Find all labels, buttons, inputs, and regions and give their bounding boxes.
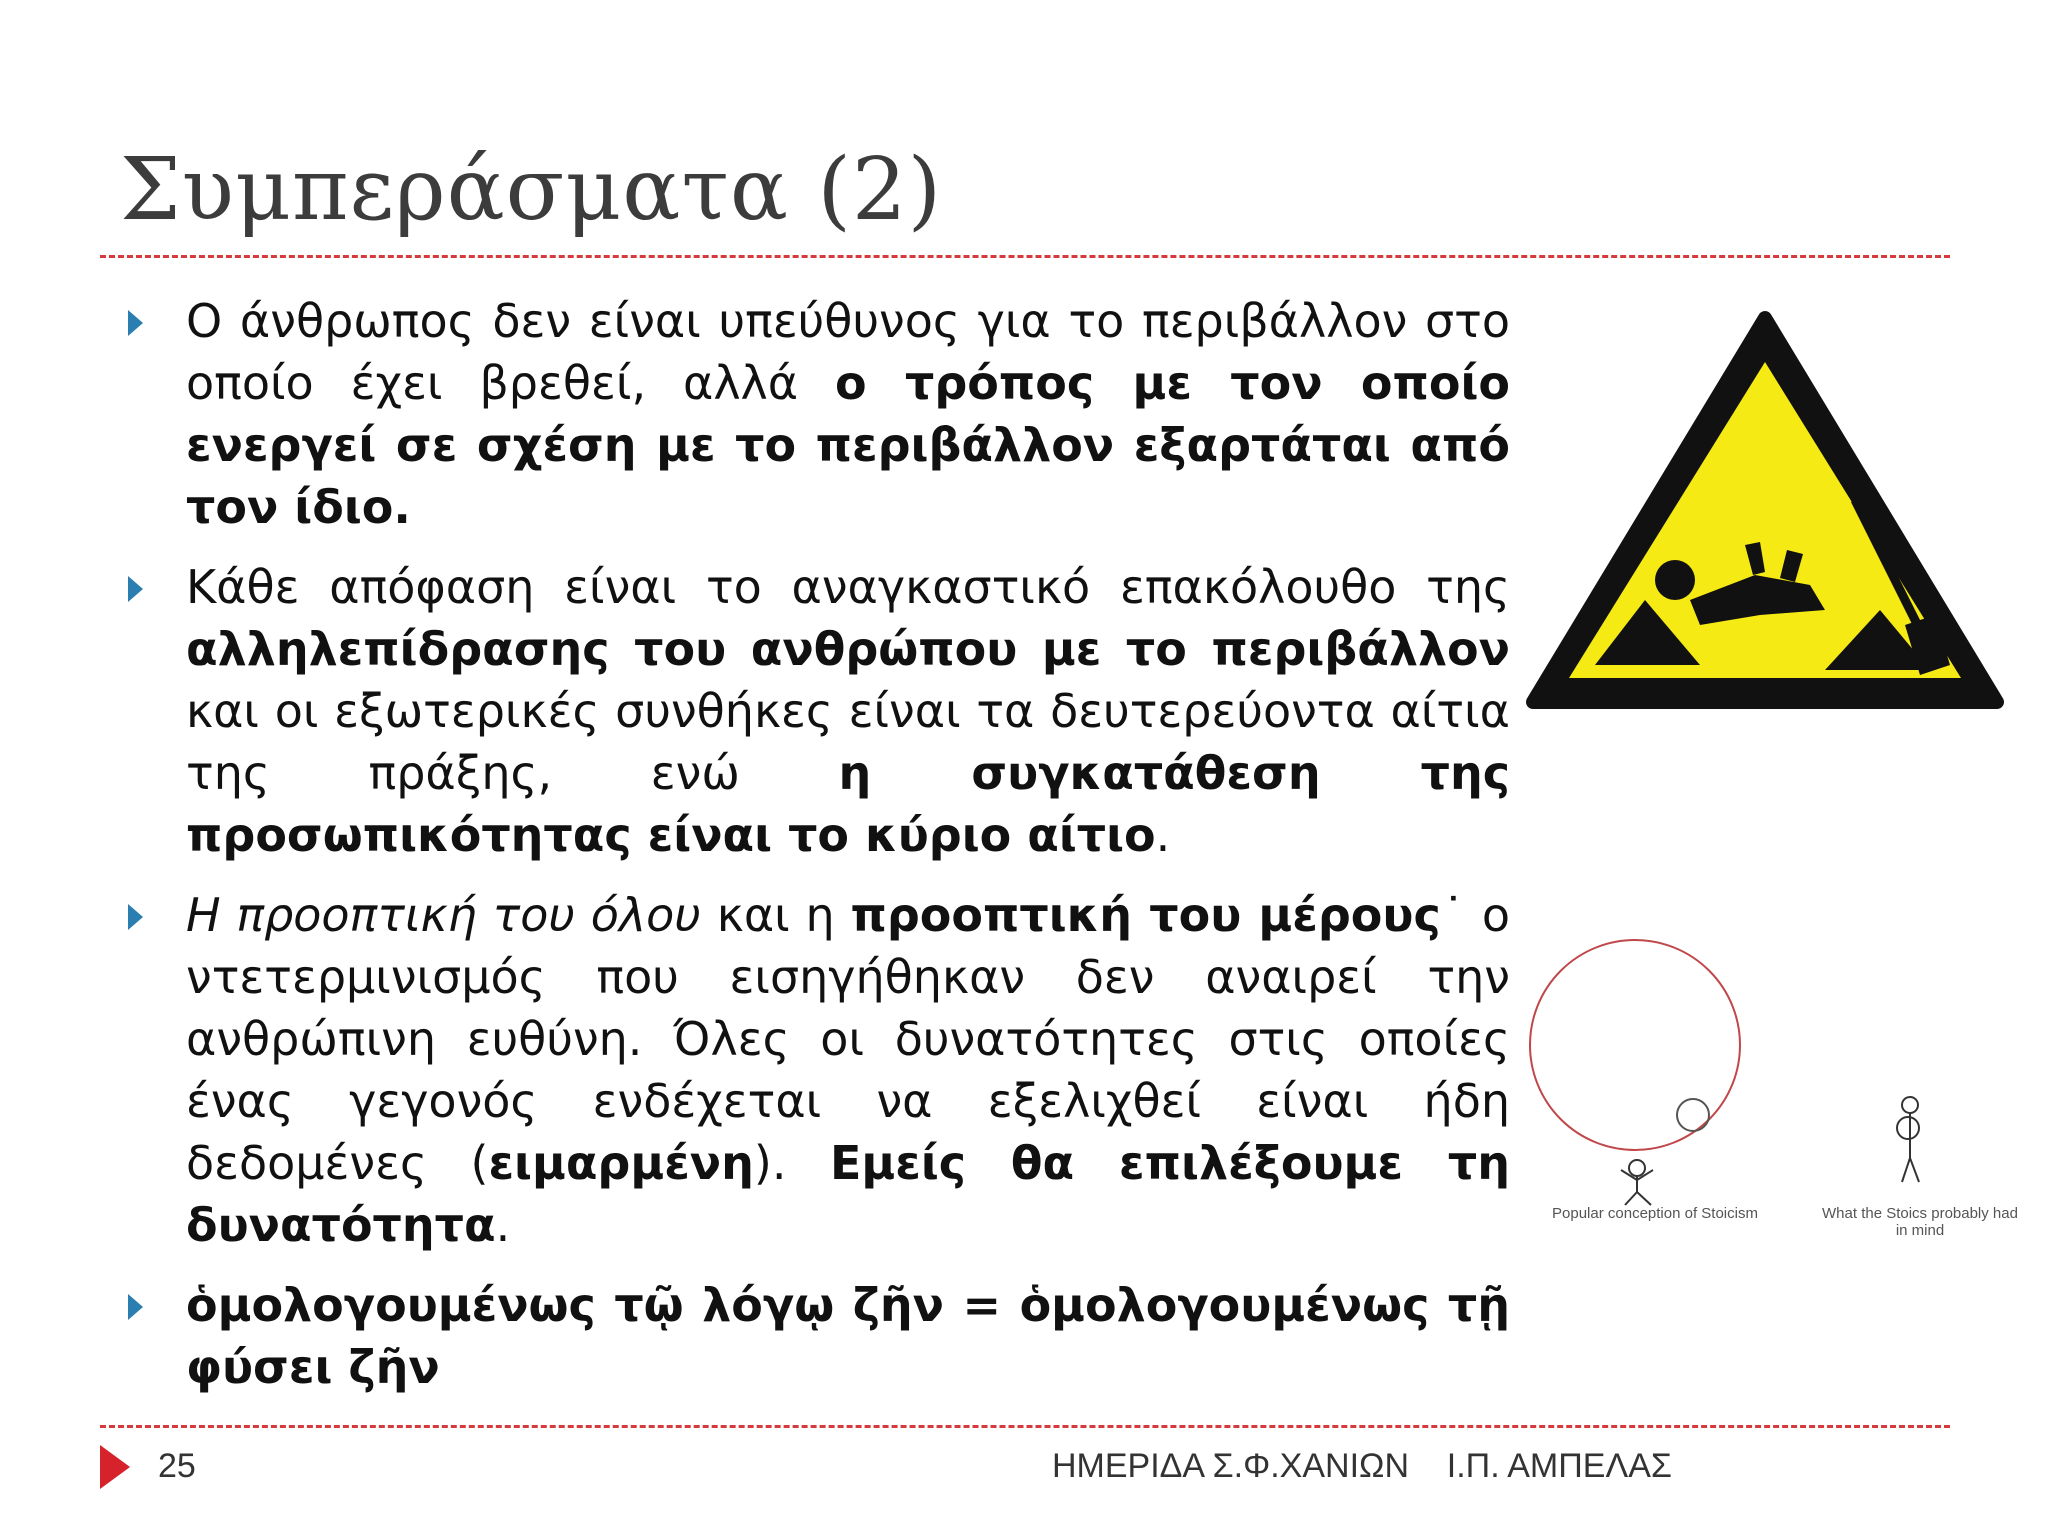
bullet-segment: . [1155,808,1171,862]
footer-divider [100,1425,1950,1428]
bullet-segment: ). [753,1136,830,1190]
bullet-text [186,1278,1510,1394]
bullet-segment: ὁμολογουμένως τῷ λόγῳ ζῆν = ὁμολογουμένως τῇ φύσει ζῆν [186,1278,1510,1394]
title-divider [100,255,1950,258]
bullet-item [110,1274,1510,1398]
bullet-segment: αλληλεπίδρασης του ανθρώπου με το περιβάλλον [186,622,1510,676]
bullet-segment: ˙ ο ντετερμινισμός που εισηγήθηκαν δεν αναιρεί την ανθρώπινη ευθύνη. Όλες οι δυνατότητες στις οποίες ένας γεγονός ενδέχεται να εξελιχθεί είναι ήδη δεδομένες ( [186,888,1511,1190]
bullet-segment: και οι εξωτερικές συνθήκες είναι τα δευτερεύοντα αίτια της πράξης, ενώ [186,684,1510,800]
warning-sign-worker-icon [1525,310,2005,710]
slide-title: Συμπεράσματα (2) [120,140,943,240]
bullet-text [186,294,1510,534]
comic-caption-right: What the Stoics probably had in mind [1822,1205,2018,1239]
bullet-segment: Κάθε απόφαση είναι το αναγκαστικό επακόλουθο της [186,560,1510,614]
bullet-segment: Ο άνθρωπος δεν είναι υπεύθυνος για το περιβάλλον στο οποίο έχει βρεθεί, αλλά [186,294,1510,410]
bullet-segment: Η προοπτική του όλου [186,888,701,942]
bullet-text [186,560,1510,862]
bullet-arrow-icon [128,310,143,336]
bullet-segment: ειμαρμένη [488,1136,754,1190]
bullet-arrow-icon [128,1294,143,1320]
bullet-text [186,888,1510,1252]
bullet-arrow-icon [128,904,143,930]
comic-caption-left: Popular conception of Stoicism [1552,1205,1758,1222]
bullet-list [110,290,1510,1416]
footer-triangle-icon [100,1445,130,1489]
bullet-segment: Εμείς θα επιλέξουμε τη δυνατότητα [186,1136,1510,1252]
bullet-segment: η συγκατάθεση της προσωπικότητας είναι το κύριο αίτιο [186,746,1510,862]
bullet-segment: και η [700,888,851,942]
stoicism-comic-image [1525,930,2025,1250]
bullet-segment: προοπτική του μέρους [850,888,1441,942]
bullet-segment: . [495,1198,511,1252]
bullet-segment: ο τρόπος με τον οποίο ενεργεί σε σχέση με το περιβάλλον εξαρτάται από τον ίδιο. [186,356,1511,534]
bullet-arrow-icon [128,576,143,602]
bullet-item [110,884,1510,1256]
page-number: 25 [158,1447,196,1485]
footer-text: ΗΜΕΡΙΔΑ Σ.Φ.ΧΑΝΙΩΝ Ι.Π. ΑΜΠΕΛΑΣ [1052,1447,1672,1485]
bullet-item [110,556,1510,866]
bullet-item [110,290,1510,538]
